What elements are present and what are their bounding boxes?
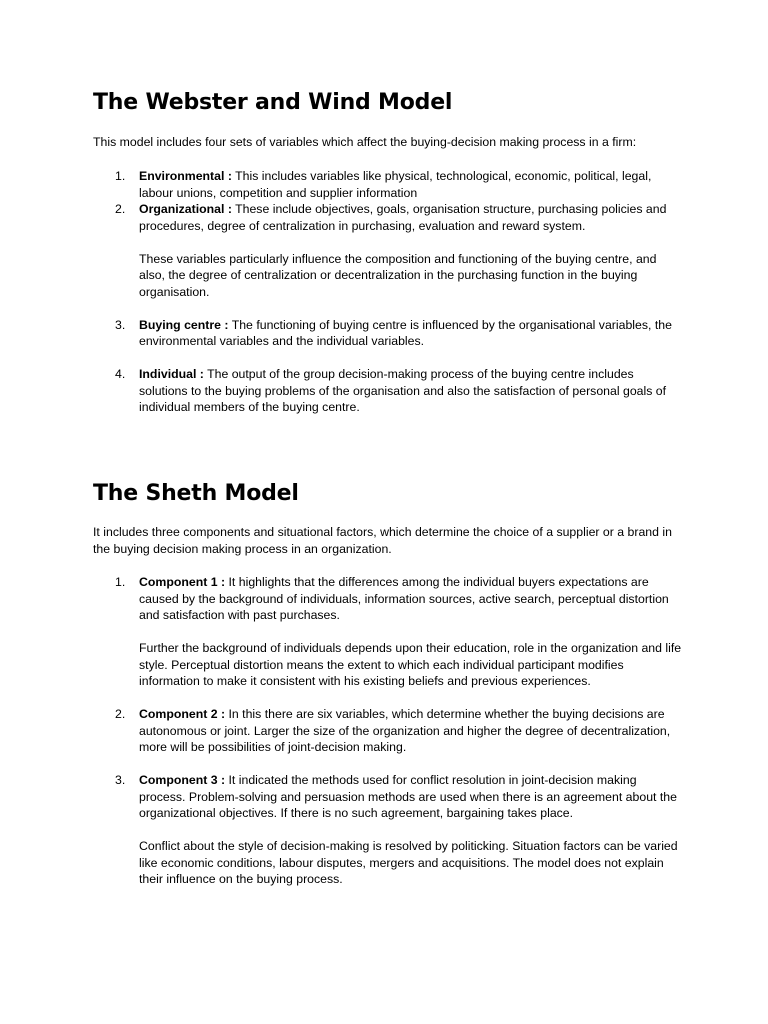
list-item-extra-paragraph: Further the background of individuals depends upon their education, role in the organization and life style. Perceptual distortion means the extent to which each individual participant modifies information to make it consistent with his existing beliefs and previous experiences. bbox=[139, 641, 682, 688]
list-item-text bbox=[139, 706, 684, 756]
list-item-number: 1. bbox=[115, 575, 126, 589]
list-item-description: It highlights that the differences among the individual buyers expectations are caused by the background of individuals, information sources, active search, perceptual distortion and satisfaction with past purchases. bbox=[139, 575, 669, 622]
sheth-components-list bbox=[115, 574, 684, 888]
list-item-text bbox=[139, 772, 684, 822]
list-item-term: Component 2 : bbox=[139, 707, 226, 721]
list-item-description: In this there are six variables, which determine whether the buying decisions are autonomous or joint. Larger the size of the organization and higher the degree of decentralization, more will be possibilities of joint-decision making. bbox=[139, 707, 671, 754]
list-item-description: This includes variables like physical, technological, economic, political, legal, labour unions, competition and supplier information bbox=[139, 169, 652, 200]
list-item-number: 3. bbox=[115, 317, 126, 332]
list-item-text bbox=[139, 201, 684, 234]
list-item-description: The output of the group decision-making process of the buying centre includes solutions to the buying problems of the organisation and also the satisfaction of personal goals of individual members of the buying centre. bbox=[139, 367, 667, 414]
section-intro-sheth: It includes three components and situational factors, which determine the choice of a supplier or a brand in the buying decision making process in an organization. bbox=[93, 525, 672, 556]
list-item-text bbox=[139, 366, 684, 416]
list-item-term: Organizational : bbox=[139, 202, 232, 216]
list-item bbox=[115, 317, 684, 350]
list-item-term: Component 3 : bbox=[139, 773, 226, 787]
list-item-term: Individual : bbox=[139, 367, 204, 381]
list-item-text bbox=[139, 317, 684, 350]
list-item-term: Buying centre : bbox=[139, 317, 229, 332]
list-item-text bbox=[139, 168, 684, 201]
list-item-text bbox=[139, 574, 684, 624]
list-item bbox=[115, 168, 684, 201]
list-item-description: It indicated the methods used for conflict resolution in joint-decision making process. Problem-solving and persuasion methods are used when there is an agreement about the organizational objectives. If there is no such agreement, bargaining takes place. bbox=[139, 773, 677, 820]
list-item-extra-paragraph: Conflict about the style of decision-making is resolved by politicking. Situation factors can be varied like economic conditions, labour disputes, mergers and acquisitions. The model does not explain their influence on the buying process. bbox=[139, 839, 678, 886]
list-item-description: These include objectives, goals, organisation structure, purchasing policies and procedures, degree of centralization in purchasing, evaluation and reward system. bbox=[139, 202, 667, 233]
list-item-number: 1. bbox=[115, 169, 126, 183]
list-item bbox=[115, 574, 684, 690]
list-item-number: 2. bbox=[115, 202, 126, 216]
list-item bbox=[115, 366, 684, 416]
list-item-term: Component 1 : bbox=[139, 575, 226, 589]
list-item bbox=[115, 201, 684, 300]
section-intro-webster-wind: This model includes four sets of variables which affect the buying-decision making process in a firm: bbox=[93, 135, 637, 149]
list-item-extra-paragraph: These variables particularly influence the composition and functioning of the buying centre, and also, the degree of centralization or decentralization in the purchasing function in the buying organisation. bbox=[139, 251, 657, 299]
list-item-number: 2. bbox=[115, 707, 126, 721]
list-item-number: 4. bbox=[115, 367, 126, 381]
list-item bbox=[115, 772, 684, 888]
list-item-term: Environmental : bbox=[139, 169, 232, 183]
webster-wind-variables-list bbox=[115, 168, 684, 416]
section-title-webster-wind: The Webster and Wind Model bbox=[93, 90, 453, 115]
list-item-number: 3. bbox=[115, 773, 126, 787]
list-item-description: The functioning of buying centre is influenced by the organisational variables, the environmental variables and the individual variables. bbox=[139, 317, 672, 348]
section-title-sheth: The Sheth Model bbox=[93, 481, 299, 506]
list-item bbox=[115, 706, 684, 756]
